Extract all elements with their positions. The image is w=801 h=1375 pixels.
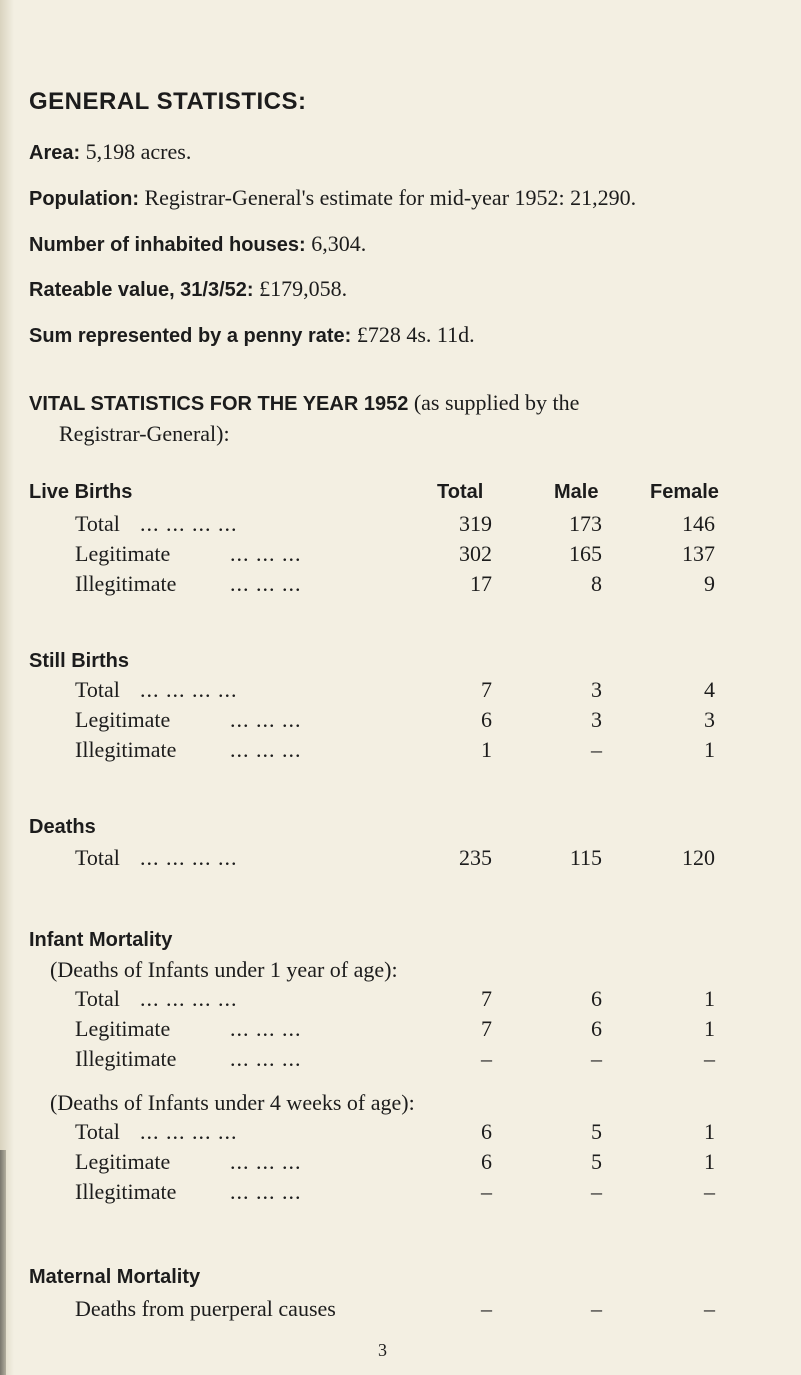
table-row	[0, 1149, 801, 1179]
row-label: Legitimate	[75, 1016, 171, 1041]
cell-female: 1	[704, 737, 715, 762]
table-row	[0, 1046, 801, 1076]
column-header-total: Total	[437, 481, 484, 503]
cell-male: 8	[591, 571, 602, 596]
area-line	[29, 139, 191, 165]
cell-total: 7	[481, 1016, 492, 1041]
row-label: Illegitimate	[75, 571, 177, 596]
cell-male: 115	[569, 845, 602, 870]
table-row	[0, 677, 801, 707]
cell-male: –	[591, 1179, 602, 1204]
cell-total: 6	[481, 707, 492, 732]
live-births-title: Live Births	[29, 481, 133, 503]
maternal-mortality-title: Maternal Mortality	[29, 1266, 201, 1288]
cell-total: 7	[481, 677, 492, 702]
cell-male: –	[591, 1296, 602, 1321]
table-row	[0, 986, 801, 1016]
cell-total: 6	[481, 1119, 492, 1144]
cell-female: 1	[704, 1016, 715, 1041]
cell-total: –	[481, 1046, 492, 1071]
leader-dots: ... ... ...	[230, 737, 302, 762]
leader-dots: ... ... ...	[230, 571, 302, 596]
row-label: Legitimate	[75, 1149, 171, 1174]
row-label: Total	[75, 511, 120, 536]
infant-note-under-1-year: (Deaths of Infants under 1 year of age):	[50, 957, 398, 982]
row-label: Illegitimate	[75, 1046, 177, 1071]
table-row	[0, 737, 801, 767]
deaths-title: Deaths	[29, 816, 96, 838]
still-births-title: Still Births	[29, 650, 130, 672]
leader-dots: ... ... ... ...	[140, 986, 238, 1011]
leader-dots: ... ... ... ...	[140, 511, 238, 536]
cell-total: 1	[481, 737, 492, 762]
area-label: Area:	[29, 142, 81, 164]
leader-dots: ... ... ...	[230, 1046, 302, 1071]
leader-dots: ... ... ...	[230, 707, 302, 732]
cell-male: 6	[591, 986, 602, 1011]
cell-female: 1	[704, 986, 715, 1011]
table-row	[0, 571, 801, 601]
vital-statistics-heading	[29, 388, 789, 448]
leader-dots: ... ... ... ...	[140, 845, 238, 870]
row-label: Legitimate	[75, 707, 171, 732]
penny-rate-value: £728 4s. 11d.	[356, 322, 475, 347]
infant-note-under-4-weeks: (Deaths of Infants under 4 weeks of age):	[50, 1090, 415, 1115]
vital-heading-rest: (as supplied by the	[413, 390, 580, 415]
leader-dots: ... ... ...	[230, 541, 302, 566]
cell-male: 173	[569, 511, 602, 536]
cell-female: –	[704, 1046, 715, 1071]
leader-dots: ... ... ...	[230, 1179, 302, 1204]
row-label: Total	[75, 986, 120, 1011]
row-label: Deaths from puerperal causes	[75, 1296, 336, 1321]
table-row	[0, 707, 801, 737]
cell-female: 3	[704, 707, 715, 732]
leader-dots: ... ... ... ...	[140, 677, 238, 702]
houses-value: 6,304.	[311, 231, 367, 256]
leader-dots: ... ... ...	[230, 1016, 302, 1041]
population-label: Population:	[29, 188, 139, 210]
cell-female: –	[704, 1296, 715, 1321]
cell-total: 319	[459, 511, 492, 536]
cell-male: 165	[569, 541, 602, 566]
column-header-male: Male	[554, 481, 599, 503]
cell-male: 5	[591, 1149, 602, 1174]
row-label: Illegitimate	[75, 737, 177, 762]
row-label: Total	[75, 1119, 120, 1144]
cell-female: 146	[682, 511, 715, 536]
cell-female: –	[704, 1179, 715, 1204]
cell-female: 9	[704, 571, 715, 596]
cell-female: 1	[704, 1149, 715, 1174]
cell-male: –	[591, 1046, 602, 1071]
rateable-value-value: £179,058.	[259, 276, 348, 301]
row-label: Illegitimate	[75, 1179, 177, 1204]
cell-female: 1	[704, 1119, 715, 1144]
table-row	[0, 1016, 801, 1046]
penny-rate-line	[29, 322, 475, 348]
table-row	[0, 1296, 801, 1326]
cell-male: 3	[591, 677, 602, 702]
leader-dots: ... ... ... ...	[140, 1119, 238, 1144]
table-row	[0, 541, 801, 571]
table-row	[0, 1119, 801, 1149]
general-statistics-heading: GENERAL STATISTICS:	[29, 88, 307, 115]
leader-dots: ... ... ...	[230, 1149, 302, 1174]
cell-total: 7	[481, 986, 492, 1011]
row-label: Total	[75, 677, 120, 702]
cell-male: 5	[591, 1119, 602, 1144]
table-row	[0, 1179, 801, 1209]
rateable-value-label: Rateable value, 31/3/52:	[29, 279, 254, 301]
cell-total: –	[481, 1296, 492, 1321]
area-value: 5,198 acres.	[85, 139, 192, 164]
vital-heading-bold: VITAL STATISTICS FOR THE YEAR 1952	[29, 393, 409, 415]
vital-heading-line2: Registrar-General):	[59, 421, 230, 446]
cell-total: 302	[459, 541, 492, 566]
cell-female: 137	[682, 541, 715, 566]
page-number: 3	[378, 1340, 387, 1360]
cell-total: –	[481, 1179, 492, 1204]
houses-line	[29, 231, 366, 257]
cell-total: 17	[470, 571, 492, 596]
row-label: Total	[75, 845, 120, 870]
population-line	[29, 185, 636, 211]
cell-male: 3	[591, 707, 602, 732]
table-row	[0, 511, 801, 541]
penny-rate-label: Sum represented by a penny rate:	[29, 325, 352, 347]
cell-female: 4	[704, 677, 715, 702]
column-header-female: Female	[650, 481, 719, 503]
population-value: Registrar-General's estimate for mid-year 1952: 21,290.	[144, 185, 637, 210]
cell-total: 6	[481, 1149, 492, 1174]
row-label: Legitimate	[75, 541, 171, 566]
cell-male: 6	[591, 1016, 602, 1041]
houses-label: Number of inhabited houses:	[29, 234, 306, 256]
table-row	[0, 845, 801, 875]
cell-male: –	[591, 737, 602, 762]
cell-total: 235	[459, 845, 492, 870]
cell-female: 120	[682, 845, 715, 870]
infant-mortality-title: Infant Mortality	[29, 929, 173, 951]
rateable-value-line	[29, 276, 347, 302]
